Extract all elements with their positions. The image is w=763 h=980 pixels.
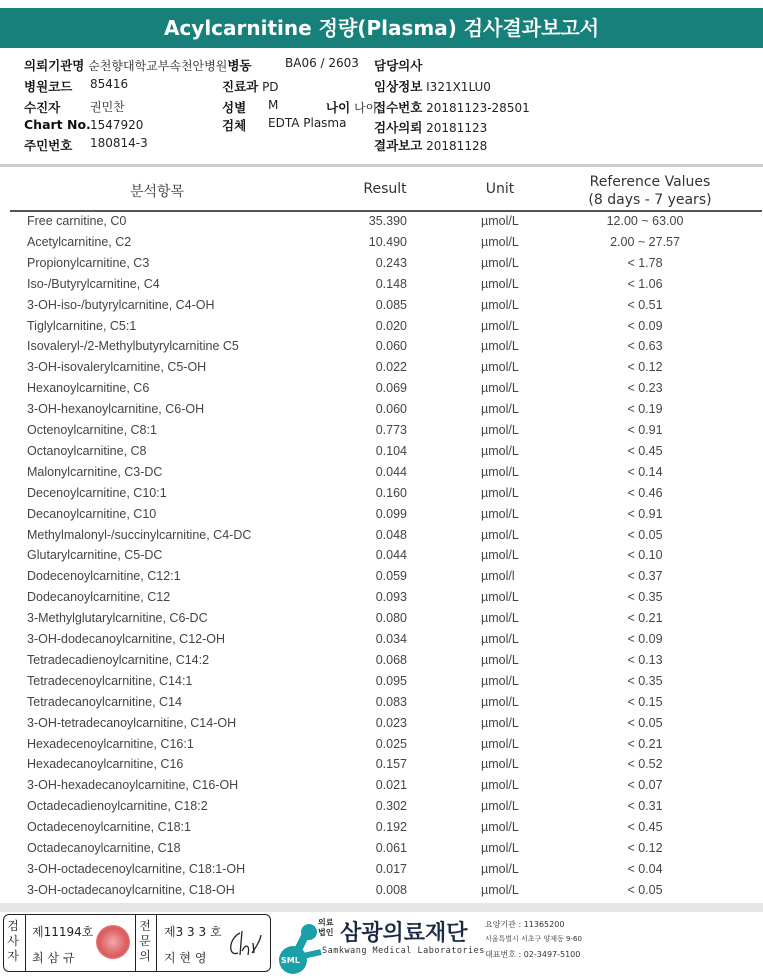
reference-range: < 0.21 (627, 611, 663, 626)
seal-stamp-icon (96, 925, 130, 959)
unit: µmol/l (481, 569, 515, 584)
result-value: 0.034 (375, 632, 407, 646)
unit: µmol/L (481, 799, 519, 814)
analyte-name: Tetradecadienoylcarnitine, C14:2 (27, 652, 210, 667)
unit: µmol/L (481, 402, 519, 417)
reference-range: < 0.21 (627, 736, 663, 751)
patient: 권민찬 (90, 100, 125, 114)
result-value: 35.390 (368, 214, 407, 228)
unit: µmol/L (481, 527, 519, 542)
reference-range: < 0.51 (627, 297, 663, 312)
table-row (0, 444, 763, 465)
unit: µmol/L (481, 297, 519, 312)
reference-range: < 0.14 (627, 464, 663, 479)
patient-label: 수진자 (24, 100, 61, 115)
reference-range: < 0.31 (627, 799, 663, 814)
signature-icon (226, 929, 262, 959)
analyte-name: Octanoylcarnitine, C8 (27, 443, 147, 458)
dept-label: 진료과 (222, 79, 259, 94)
reference-range: < 0.91 (627, 423, 663, 437)
analyte-name: Propionylcarnitine, C3 (27, 255, 150, 270)
unit: µmol/L (481, 318, 519, 333)
report-date: 20181128 (426, 139, 488, 153)
analyte-name: Glutarylcarnitine, C5-DC (27, 548, 163, 563)
unit: µmol/L (481, 255, 519, 270)
analyte-name: Methylmalonyl-/succinylcarnitine, C4-DC (27, 527, 252, 542)
result-value: 0.069 (375, 381, 407, 396)
unit: µmol/L (481, 778, 519, 793)
analyte-name: 3-OH-hexadecanoylcarnitine, C16-OH (27, 778, 239, 793)
table-row (0, 590, 763, 611)
reference-range: < 0.05 (627, 527, 663, 542)
table-row (0, 277, 763, 298)
result-value: 0.044 (375, 548, 407, 563)
clinical: I321X1LU0 (426, 80, 491, 94)
org-name: 삼광의료재단 (340, 921, 468, 946)
table-row (0, 778, 763, 799)
reference-range: < 0.52 (627, 757, 663, 772)
reference-range: < 0.45 (627, 820, 663, 835)
result-value: 0.025 (375, 736, 407, 751)
table-row (0, 695, 763, 716)
result-value: 0.017 (375, 861, 407, 876)
result-value: 0.021 (375, 778, 407, 793)
org-address: 서울특별시 서초구 양재동 9-60 (485, 935, 582, 943)
unit: µmol/L (481, 381, 519, 396)
reference-range: 2.00 ~ 27.57 (610, 234, 680, 249)
result-value: 0.104 (375, 443, 407, 458)
table-row (0, 486, 763, 507)
analyte-name: 3-OH-dodecanoylcarnitine, C12-OH (27, 632, 226, 646)
table-row (0, 883, 763, 904)
reference-range: < 0.10 (627, 548, 663, 563)
table-row (0, 298, 763, 319)
id-label: 주민번호 (24, 138, 73, 153)
analyte-name: Dodecenoylcarnitine, C12:1 (27, 569, 181, 584)
report-title: Acylcarnitine 정량(Plasma) 검사결과보고서 (0, 8, 763, 48)
analyte-name: Decenoylcarnitine, C10:1 (27, 485, 167, 500)
clinical-label: 임상정보 (374, 79, 423, 94)
unit: µmol/L (481, 590, 519, 605)
analyte-name: Dodecanoylcarnitine, C12 (27, 590, 171, 605)
reference-range: < 0.35 (627, 590, 663, 605)
bottom-band (0, 903, 763, 912)
result-value: 0.008 (375, 882, 407, 897)
reference-range: < 0.23 (627, 381, 663, 396)
org-english: Samkwang Medical Laboratories (322, 946, 485, 956)
analyte-name: Hexanoylcarnitine, C6 (27, 381, 150, 396)
analyte-name: Octadecanoylcarnitine, C18 (27, 841, 181, 855)
logo-text: SML (281, 956, 300, 965)
unit: µmol/L (481, 861, 519, 876)
header-result: Result (363, 181, 407, 197)
table-row (0, 465, 763, 486)
doctor-label: 담당의사 (374, 58, 423, 73)
analyte-name: Isovaleryl-/2-Methylbutyrylcarnitine C5 (27, 339, 239, 354)
reference-range: < 0.04 (627, 861, 663, 876)
table-row (0, 319, 763, 340)
table-row (0, 653, 763, 674)
age: 나이 (353, 101, 378, 115)
reference-range: < 0.05 (627, 715, 663, 730)
table-row (0, 214, 763, 235)
specialist-name: 지 현 영 (164, 951, 207, 965)
report-label: 결과보고 (374, 138, 423, 153)
reference-range: < 0.91 (627, 506, 663, 521)
analyte-name: Iso-/Butyrylcarnitine, C4 (27, 276, 160, 291)
result-value: 0.048 (375, 527, 407, 542)
table-row (0, 339, 763, 360)
unit: µmol/L (481, 715, 519, 730)
reference-range: < 0.19 (627, 402, 663, 417)
table-row (0, 423, 763, 444)
result-value: 0.093 (375, 590, 407, 605)
unit: µmol/L (481, 234, 519, 249)
result-value: 0.068 (375, 652, 407, 667)
table-row (0, 360, 763, 381)
table-row (0, 528, 763, 549)
examiner-no: 제11194호 (32, 925, 94, 939)
table-row (0, 716, 763, 737)
table-row (0, 402, 763, 423)
org-prefix-1: 의료 (318, 918, 334, 927)
reference-range: < 0.05 (627, 882, 663, 897)
header-reference-range: (8 days - 7 years) (588, 192, 712, 208)
result-value: 0.157 (375, 757, 407, 772)
org-code: 요양기관 : 11365200 (485, 920, 565, 929)
table-row (0, 381, 763, 402)
analyte-name: Octadecenoylcarnitine, C18:1 (27, 820, 191, 835)
table-row (0, 256, 763, 277)
analyte-name: 3-OH-iso-/butyrylcarnitine, C4-OH (27, 297, 215, 312)
table-row (0, 862, 763, 883)
table-row (0, 235, 763, 256)
specimen: EDTA Plasma (268, 116, 347, 130)
analyte-name: Tetradecanoylcarnitine, C14 (27, 694, 182, 709)
unit: µmol/L (481, 757, 519, 772)
result-value: 0.243 (375, 255, 407, 270)
sex: M (268, 98, 279, 112)
analyte-name: Tetradecenoylcarnitine, C14:1 (27, 673, 193, 688)
age-label: 나이 (326, 100, 351, 115)
table-row (0, 674, 763, 695)
result-value: 0.302 (375, 799, 407, 814)
unit: µmol/L (481, 694, 519, 709)
unit: µmol/L (481, 736, 519, 751)
reference-range: < 0.63 (627, 339, 663, 354)
header-unit: Unit (485, 181, 515, 197)
unit: µmol/L (481, 611, 519, 626)
chart-label: Chart No. (24, 117, 91, 132)
reference-range: < 0.35 (627, 673, 663, 688)
analyte-name: Octadecadienoylcarnitine, C18:2 (27, 799, 208, 814)
specialist-label: 전문의 (139, 919, 151, 963)
result-value: 0.061 (375, 841, 407, 855)
result-value: 0.059 (375, 569, 407, 584)
reference-range: < 1.06 (627, 276, 663, 291)
reference-range: < 0.12 (627, 841, 663, 855)
reference-range: < 0.37 (627, 569, 663, 584)
header-item: 분석항목 (129, 184, 185, 200)
result-value: 10.490 (368, 234, 407, 249)
unit: µmol/L (481, 841, 519, 855)
institution: 순천향대학교부속천안병원 (88, 59, 228, 73)
analyte-name: Free carnitine, C0 (27, 214, 127, 228)
table-row (0, 632, 763, 653)
result-value: 0.022 (375, 360, 407, 375)
analyte-name: Acetylcarnitine, C2 (27, 234, 132, 249)
analyte-name: Hexadecanoylcarnitine, C16 (27, 757, 184, 772)
footer (0, 912, 763, 980)
unit: µmol/L (481, 506, 519, 521)
reference-range: < 0.07 (627, 778, 663, 793)
unit: µmol/L (481, 485, 519, 500)
analyte-name: 3-Methylglutarylcarnitine, C6-DC (27, 611, 208, 626)
result-value: 0.023 (375, 715, 407, 730)
table-row (0, 569, 763, 590)
unit: µmol/L (481, 443, 519, 458)
table-row (0, 757, 763, 778)
table-row (0, 799, 763, 820)
result-value: 0.773 (375, 423, 407, 437)
analyte-name: 3-OH-tetradecanoylcarnitine, C14-OH (27, 715, 237, 730)
result-value: 0.095 (375, 673, 407, 688)
unit: µmol/L (481, 673, 519, 688)
request-label: 검사의뢰 (374, 120, 423, 135)
reference-range: < 1.78 (627, 255, 663, 270)
result-value: 0.160 (375, 485, 407, 500)
divider (0, 164, 763, 167)
analyte-name: Malonylcarnitine, C3-DC (27, 464, 163, 479)
reference-range: < 0.09 (627, 318, 663, 333)
examiner-name: 최 삼 규 (32, 951, 75, 965)
table-row (0, 507, 763, 528)
header-reference-title: Reference Values (589, 174, 711, 190)
result-value: 0.044 (375, 464, 407, 479)
result-value: 0.192 (375, 820, 407, 835)
chart-no: 1547920 (90, 118, 144, 132)
table-row (0, 737, 763, 758)
reference-range: < 0.15 (627, 694, 663, 709)
receipt: 20181123-28501 (426, 101, 530, 115)
hospital-code: 85416 (90, 77, 129, 91)
hospital-code-label: 병원코드 (24, 79, 73, 94)
ward-label: 병동 (227, 58, 252, 73)
unit: µmol/L (481, 632, 519, 646)
reference-range: 12.00 ~ 63.00 (606, 214, 684, 228)
specialist-no: 제3 3 3 호 (164, 925, 222, 939)
result-value: 0.060 (375, 339, 407, 354)
ward: BA06 / 2603 (285, 56, 359, 70)
reference-range: < 0.46 (627, 485, 663, 500)
dept: PD (262, 80, 279, 94)
org-prefix-2: 법인 (318, 928, 334, 937)
analyte-name: 3-OH-octadecenoylcarnitine, C18:1-OH (27, 861, 246, 876)
unit: µmol/L (481, 820, 519, 835)
unit: µmol/L (481, 652, 519, 667)
analyte-name: Tiglylcarnitine, C5:1 (27, 318, 137, 333)
unit: µmol/L (481, 360, 519, 375)
result-value: 0.085 (375, 297, 407, 312)
examiner-label: 검사자 (7, 919, 19, 963)
table-row (0, 611, 763, 632)
result-value: 0.080 (375, 611, 407, 626)
institution-label: 의뢰기관명 (24, 58, 85, 73)
reference-range: < 0.12 (627, 360, 663, 375)
analyte-name: Hexadecenoylcarnitine, C16:1 (27, 736, 194, 751)
unit: µmol/L (481, 464, 519, 479)
analyte-name: 3-OH-octadecanoylcarnitine, C18-OH (27, 882, 235, 897)
request-date: 20181123 (426, 121, 488, 135)
reference-range: < 0.45 (627, 443, 663, 458)
result-value: 0.083 (375, 694, 407, 709)
table-row (0, 841, 763, 862)
result-value: 0.060 (375, 402, 407, 417)
header-line (10, 210, 762, 212)
sex-label: 성별 (222, 100, 247, 115)
receipt-label: 접수번호 (374, 100, 423, 115)
analyte-name: 3-OH-hexanoylcarnitine, C6-OH (27, 402, 205, 417)
analyte-name: 3-OH-isovalerylcarnitine, C5-OH (27, 360, 207, 375)
result-value: 0.099 (375, 506, 407, 521)
unit: µmol/L (481, 276, 519, 291)
result-value: 0.020 (375, 318, 407, 333)
reference-range: < 0.09 (627, 632, 663, 646)
unit: µmol/L (481, 548, 519, 563)
analyte-name: Octenoylcarnitine, C8:1 (27, 423, 157, 437)
table-row (0, 820, 763, 841)
signature-box (3, 914, 271, 972)
header-reference (560, 173, 740, 209)
analyte-name: Decanoylcarnitine, C10 (27, 506, 157, 521)
unit: µmol/L (481, 882, 519, 897)
specimen-label: 검체 (222, 118, 247, 133)
table-row (0, 548, 763, 569)
org-phone: 대표번호 : 02-3497-5100 (485, 950, 581, 959)
reference-range: < 0.13 (627, 652, 663, 667)
unit: µmol/L (481, 423, 519, 437)
id-number: 180814-3 (90, 136, 148, 150)
unit: µmol/L (481, 339, 519, 354)
unit: µmol/L (481, 214, 519, 228)
result-value: 0.148 (375, 276, 407, 291)
